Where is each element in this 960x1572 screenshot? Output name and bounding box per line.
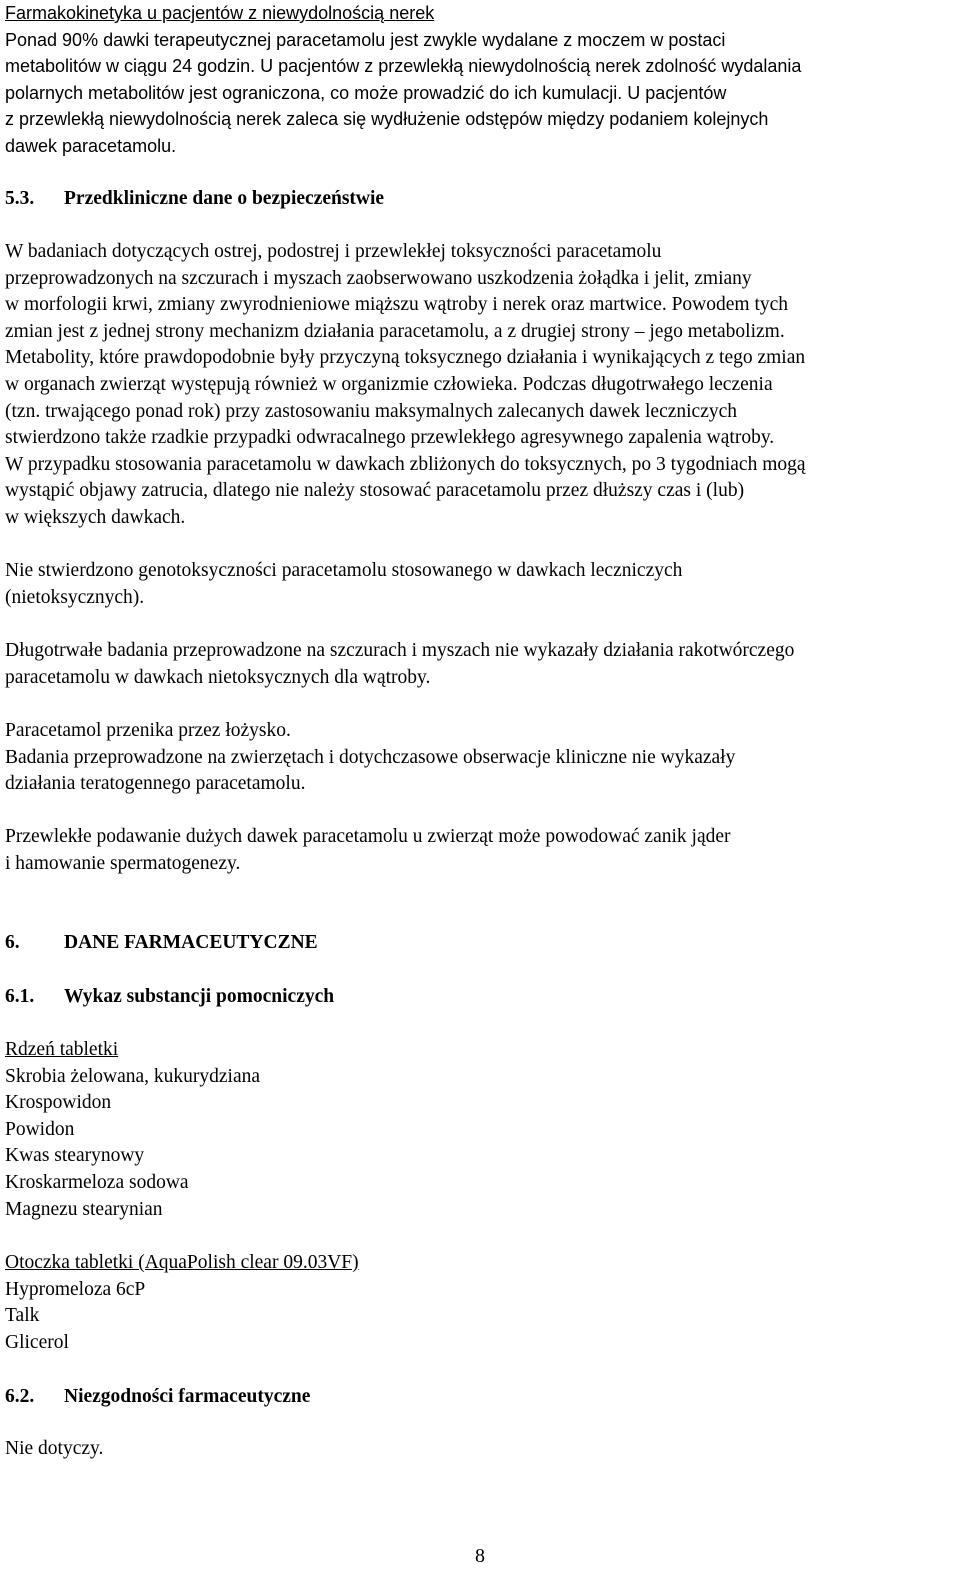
list-item: Hypromeloza 6cP bbox=[5, 1278, 146, 1300]
text-line: zmian jest z jednej strony mechanizm działania paracetamolu, a z drugiej strony – jego metabolizm. bbox=[5, 320, 785, 342]
list-item: Kroskarmeloza sodowa bbox=[5, 1171, 189, 1193]
list-item: Krospowidon bbox=[5, 1092, 112, 1114]
tablet-coating-heading: Otoczka tabletki (AquaPolish clear 09.03VF) bbox=[5, 1252, 359, 1273]
list-item: Skrobia żelowana, kukurydziana bbox=[5, 1065, 261, 1087]
section-title: Niezgodności farmaceutyczne bbox=[64, 1386, 311, 1407]
section-6-heading bbox=[5, 930, 953, 957]
text-line: (tzn. trwającego ponad rok) przy zastosowaniu maksymalnych zalecanych dawek leczniczych bbox=[5, 400, 738, 422]
text-line: Ponad 90% dawki terapeutycznej paracetamolu jest zwykle wydalane z moczem w postaci bbox=[5, 29, 726, 50]
section-number: 6. bbox=[5, 932, 20, 953]
section-number: 6.1. bbox=[5, 986, 35, 1007]
preclinical-paragraph-4 bbox=[5, 718, 953, 798]
preclinical-paragraph-5 bbox=[5, 824, 953, 877]
list-item: Powidon bbox=[5, 1118, 75, 1140]
text-line: Przewlekłe podawanie dużych dawek paracetamolu u zwierząt może powodować zanik jąder bbox=[5, 826, 731, 847]
text-line: Długotrwałe badania przeprowadzone na szczurach i myszach nie wykazały działania rakotwórczego bbox=[5, 640, 795, 661]
text-line: (nietoksycznych). bbox=[5, 586, 145, 608]
page-number: 8 bbox=[475, 1545, 485, 1567]
pharmacokinetics-block bbox=[5, 0, 953, 160]
text-line: Nie stwierdzono genotoksyczności paracetamolu stosowanego w dawkach leczniczych bbox=[5, 560, 683, 581]
section-number: 6.2. bbox=[5, 1386, 35, 1407]
list-item: Glicerol bbox=[5, 1331, 69, 1353]
preclinical-paragraph-2 bbox=[5, 558, 953, 611]
text-line: w organach zwierząt występują również w organizmie człowieka. Podczas długotrwałego leczenia bbox=[5, 373, 773, 395]
text-line: w morfologii krwi, zmiany zwyrodnieniowe miąższu wątroby i nerek oraz martwice. Powodem tych bbox=[5, 294, 789, 316]
text-line: stwierdzono także rzadkie przypadki odwracalnego przewlekłego agresywnego zapalenia wątroby. bbox=[5, 427, 775, 449]
section-title: Przedkliniczne dane o bezpieczeństwie bbox=[64, 188, 385, 209]
tablet-core-heading: Rdzeń tabletki bbox=[5, 1039, 119, 1060]
text-line: Paracetamol przenika przez łożysko. bbox=[5, 720, 291, 741]
section-6-2-heading bbox=[5, 1384, 953, 1411]
preclinical-paragraph-3 bbox=[5, 638, 953, 691]
preclinical-paragraph-1 bbox=[5, 239, 953, 532]
text-line: Metabolity, które prawdopodobnie były przyczyną toksycznego działania i wynikających z tego zmian bbox=[5, 347, 806, 369]
section-number: 5.3. bbox=[5, 188, 35, 209]
text-line: paracetamolu w dawkach nietoksycznych dla wątroby. bbox=[5, 666, 431, 688]
section-title: Wykaz substancji pomocniczych bbox=[64, 986, 335, 1007]
text-line: Badania przeprowadzone na zwierzętach i dotychczasowe obserwacje kliniczne nie wykazały bbox=[5, 746, 736, 768]
section-title: DANE FARMACEUTYCZNE bbox=[64, 932, 318, 953]
text-line: metabolitów w ciągu 24 godzin. U pacjentów z przewlekłą niewydolnością nerek zdolność wydalania bbox=[5, 56, 802, 77]
text-line: przeprowadzonych na szczurach i myszach zaobserwowano uszkodzenia żołądka i jelit, zmiany bbox=[5, 267, 752, 289]
tablet-core-list bbox=[5, 1037, 953, 1223]
text-line: dawek paracetamolu. bbox=[5, 135, 177, 156]
list-item: Kwas stearynowy bbox=[5, 1145, 145, 1167]
text-line: i hamowanie spermatogenezy. bbox=[5, 852, 241, 874]
incompatibilities-text bbox=[5, 1436, 953, 1463]
section-6-1-heading bbox=[5, 984, 953, 1011]
list-item: Magnezu stearynian bbox=[5, 1198, 163, 1220]
text-line: działania teratogennego paracetamolu. bbox=[5, 773, 306, 795]
text-line: w większych dawkach. bbox=[5, 506, 186, 528]
section-5-3-heading bbox=[5, 186, 953, 213]
text-line: Nie dotyczy. bbox=[5, 1438, 104, 1459]
tablet-coating-list bbox=[5, 1250, 953, 1356]
pharmacokinetics-heading: Farmakokinetyka u pacjentów z niewydolnością nerek bbox=[5, 3, 435, 23]
text-line: W przypadku stosowania paracetamolu w dawkach zbliżonych do toksycznych, po 3 tygodniach mogą bbox=[5, 453, 806, 475]
text-line: W badaniach dotyczących ostrej, podostrej i przewlekłej toksyczności paracetamolu bbox=[5, 241, 662, 262]
text-line: wystąpić objawy zatrucia, dlatego nie należy stosować paracetamolu przez dłuższy czas i (lub) bbox=[5, 480, 745, 502]
text-line: z przewlekłą niewydolnością nerek zaleca się wydłużenie odstępów między podaniem kolejnych bbox=[5, 109, 769, 130]
list-item: Talk bbox=[5, 1305, 40, 1327]
text-line: polarnych metabolitów jest ograniczona, co może prowadzić do ich kumulacji. U pacjentów bbox=[5, 82, 727, 103]
